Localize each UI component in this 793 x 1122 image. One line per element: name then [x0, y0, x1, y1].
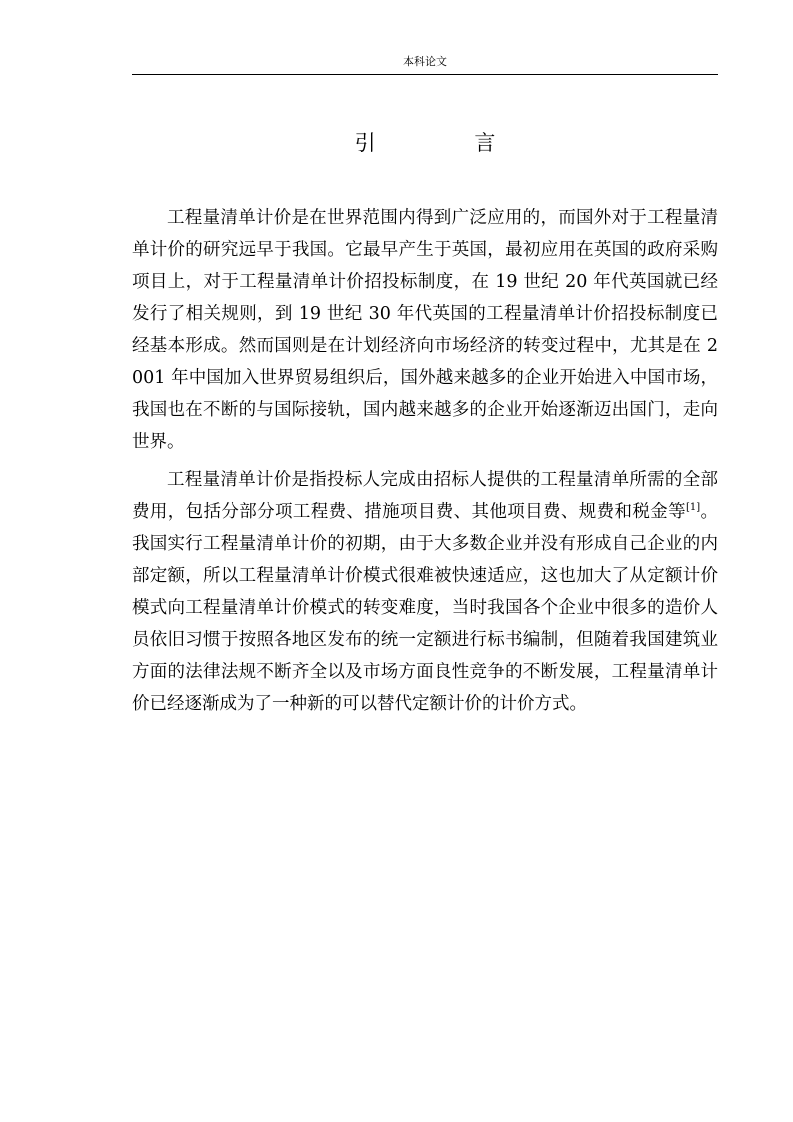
- paragraph-2-part-2: 。我国实行工程量清单计价的初期，由于大多数企业并没有形成自己企业的内部定额，所以工程量清单计价模式很难被快速适应，这也加大了从定额计价模式向工程量清单计价模式的转变难度，当时我国各个企业中很多的造价人员依旧习惯于按照各地区发布的统一定额进行标书编制，但随着我国建筑业方面的法律法规不断齐全以及市场方面良性竞争的不断发展，工程量清单计价已经逐渐成为了一种新的可以替代定额计价的计价方式。: [132, 502, 719, 714]
- paragraph-1: 工程量清单计价是在世界范围内得到广泛应用的，而国外对于工程量清单计价的研究远早于我国。它最早产生于英国，最初应用在英国的政府采购项目上，对于工程量清单计价招投标制度，在 19 世纪 20 年代英国就已经发行了相关规则，到 19 世纪 30 年代英国的工程量清单计价招投标制度已经基本形成。然而国则是在计划经济向市场经济的转变过程中，尤其是在 2001 年中国加入世界贸易组织后，国外越来越多的企业开始进入中国市场，我国也在不断的与国际接轨，国内越来越多的企业开始逐渐迈出国门，走向世界。: [132, 208, 718, 452]
- section-title: 引 言: [354, 131, 542, 155]
- paragraph-2: [132, 464, 718, 720]
- running-header: [132, 55, 718, 75]
- body-text: [132, 202, 718, 726]
- running-header-title: 本科论文: [403, 55, 447, 68]
- citation-marker: [1]: [685, 502, 701, 514]
- paragraph-2-part-1: 工程量清单计价是指投标人完成由招标人提供的工程量清单所需的全部费用，包括分部分项工程费、措施项目费、其他项目费、规费和税金等: [132, 470, 718, 522]
